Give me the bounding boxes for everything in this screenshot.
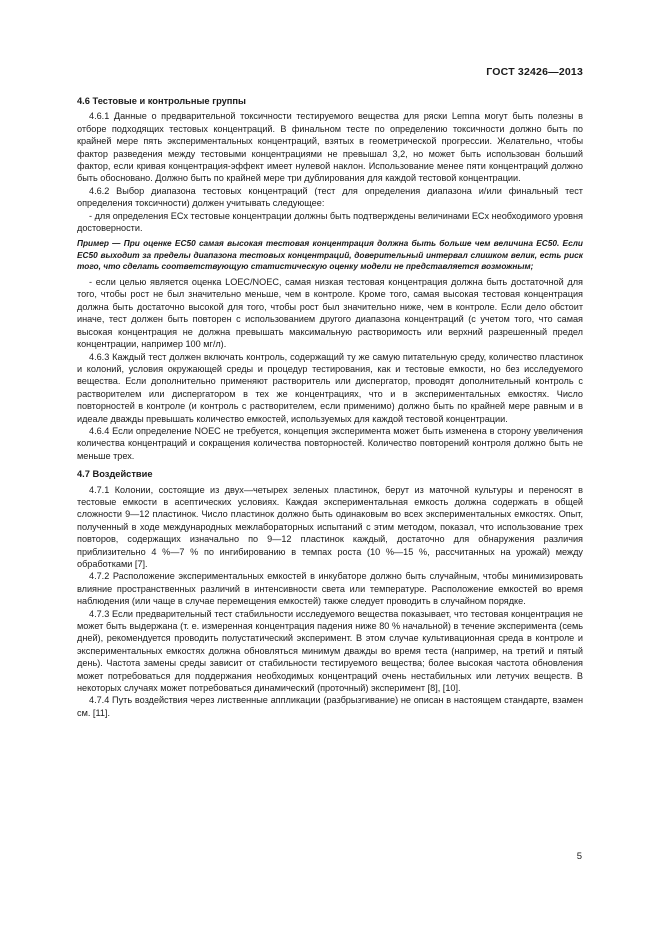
- paragraph-4-6-2-item-loec: - если целью является оценка LOEC/NOEC, самая низкая тестовая концентрация должна быть достаточной для того, чтобы рост не был значительно меньше, чем в контроле. Кроме того, самая высокая тестовая концентрация должна быть достаточно высокой для того, чтобы рост был значительно ниже, чем в контроле. Если дело обстоит иначе, тест должен быть повторен с использованием другого диапазона концентраций (с учетом того, что самая высокая концентрация не должна превышать максимальную растворимость или верхний разрешенный предел концентрации, например 100 мг/л).: [77, 277, 583, 350]
- paragraph-4-7-3: 4.7.3 Если предварительный тест стабильности исследуемого вещества показывает, что тестовая концентрация не может быть выдержана (т. е. измеренная концентрация падения ниже 80 % начальной) в течение эксперимента (семь дней), рекомендуется проводить полустатический эксперимент. В этом случае культивационная среда в контроле и экспериментальных емкостях должна обновляться минимум дважды во время теста (например, на третий и пятый день). Частота замены среды зависит от стабильности тестируемого вещества; более высокая частота обновления может потребоваться для поддержания необходимых концентраций очень нестабильных или летучих веществ. В некоторых случаях может потребоваться динамический (проточный) эксперимент [8], [10].: [77, 608, 583, 694]
- paragraph-4-7-2: 4.7.2 Расположение экспериментальных емкостей в инкубаторе должно быть случайным, чтобы минимизировать влияние пространственных различий в интенсивности света или температуре. Расположение емкостей во время наблюдения (или чаще в случае перемещения емкостей) также следует проводить в случайном порядке.: [77, 571, 583, 607]
- section-heading-4-6: 4.6 Тестовые и контрольные группы: [77, 96, 246, 106]
- paragraph-4-7-4: 4.7.4 Путь воздействия через лиственные аппликации (разбрызгивание) не описан в настоящем стандарте, взамен см. [11].: [77, 695, 583, 718]
- section-heading-4-7: 4.7 Воздействие: [77, 469, 153, 480]
- page-number: 5: [576, 851, 582, 862]
- paragraph-4-7-1: 4.7.1 Колонии, состоящие из двух—четырех зеленых пластинок, берут из маточной культуры и переносят в тестовые емкости в асептических условиях. Каждая экспериментальная емкость должна содержать в общей сложности 9—12 пластинок. Число пластинок должно быть одинаковым во всех экспериментальных емкостях. Опыт, полученный в ходе международных межлабораторных испытаний с этим методом, показал, что использование трех повторов, содержащих изначально по 9—12 пластинок каждый, достаточно для обнаружения различия приблизительно 4 %—7 % по ингибированию в темпах роста (10 %—15 %, рассчитанных на урожай) между обработками [7].: [77, 484, 583, 570]
- paragraph-4-6-1: 4.6.1 Данные о предварительной токсичности тестируемого вещества для ряски Lemna могут быть полезны в отборе подходящих тестовых концентраций. В финальном тесте по определению токсичности должно быть по крайней мере пять экспериментальных концентраций, взятых в геометрической прогрессии. Желательно, чтобы фактор разведения между тестовыми концентрациями не превышал 3,2, но может быть использован больший фактор, если кривая концентрация-эффект имеет нулевой наклон. Использование менее пяти концентраций должно быть обосновано. Должно быть по крайней мере три дублирования для каждой тестовой концентрации.: [77, 111, 583, 184]
- paragraph-4-6-3: 4.6.3 Каждый тест должен включать контроль, содержащий ту же самую питательную среду, количество пластинок и колоний, условия окружающей среды и процедур тестирования, как и тестовые емкости, но без исследуемого вещества. Если дополнительно применяют растворитель или диспергатор, проводят дополнительный контроль с растворителем или диспергатором в тех же концентрациях, что и в экспериментальных емкостях. Число повторностей в контроле (и контроль с растворителем, если применимо) должно быть по крайней мере равным и в идеале дважды превышать количество емкостей, используемых для каждой тестовой концентрации.: [77, 351, 583, 424]
- document-body: [77, 95, 583, 719]
- paragraph-4-6-4: 4.6.4 Если определение NOEC не требуется, концепция эксперимента может быть изменена в сторону увеличения количества концентраций и сокращения количества повторностей. Количество повторений контроля должно быть не меньше трех.: [77, 425, 583, 461]
- paragraph-4-6-2-item-ecx: - для определения ECx тестовые концентрации должны быть подтверждены величинами ECx необходимого уровня достоверности.: [77, 210, 583, 234]
- paragraph-4-6-2: 4.6.2 Выбор диапазона тестовых концентраций (тест для определения диапазона и/или финальный тест определения токсичности) должен учитывать следующее:: [77, 185, 583, 209]
- standard-code-header: ГОСТ 32426—2013: [486, 66, 583, 78]
- example-note: Пример — При оценке EC50 самая высокая тестовая концентрация должна быть больше чем величина EC50. Если EC50 выходит за пределы диапазона тестовых концентраций, доверительный интервал слишком велик, есть риск того, что сделать соответствующую статистическую оценку модели не представляется возможным;: [77, 238, 583, 271]
